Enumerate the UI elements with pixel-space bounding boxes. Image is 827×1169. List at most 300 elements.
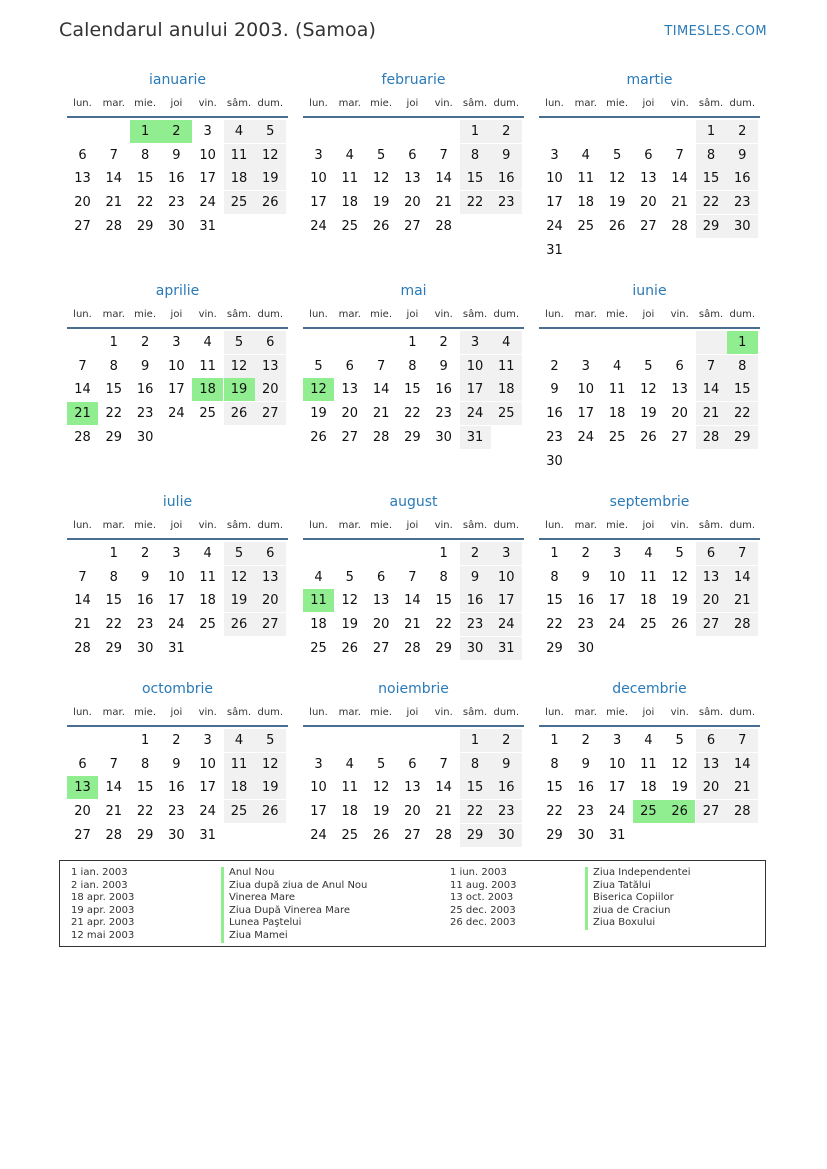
day-cell: 11 bbox=[608, 382, 626, 398]
day-cell: 8 bbox=[550, 756, 559, 772]
weekday-label: dum. bbox=[257, 309, 284, 320]
month-title: august bbox=[389, 494, 438, 510]
day-cell: 2 bbox=[581, 546, 590, 561]
day-cell: 28 bbox=[74, 640, 91, 656]
day-cell: 3 bbox=[203, 124, 212, 139]
day-cell: 24 bbox=[310, 218, 327, 234]
legend-holiday-name: Lunea Paştelui bbox=[221, 917, 367, 930]
legend-left-names bbox=[221, 867, 367, 943]
holiday-day-cell: 19 bbox=[224, 378, 255, 401]
day-cell: 11 bbox=[577, 171, 595, 187]
day-cell: 22 bbox=[435, 617, 452, 633]
day-cell: 24 bbox=[608, 617, 626, 633]
day-cell: 8 bbox=[460, 753, 491, 776]
day-cell: 1 bbox=[460, 729, 491, 752]
day-cell: 17 bbox=[310, 195, 327, 211]
day-cell: 26 bbox=[372, 218, 390, 234]
day-cell: 17 bbox=[460, 378, 491, 401]
day-cell: 18 bbox=[199, 593, 216, 609]
day-cell: 15 bbox=[460, 167, 491, 190]
day-cell: 12 bbox=[224, 566, 255, 589]
day-cell: 10 bbox=[577, 382, 595, 398]
day-cell: 15 bbox=[460, 776, 491, 799]
day-cell: 20 bbox=[341, 406, 359, 422]
day-cell: 31 bbox=[168, 640, 185, 656]
day-cell: 5 bbox=[255, 729, 286, 752]
day-cell: 23 bbox=[435, 406, 452, 422]
day-cell: 27 bbox=[640, 218, 657, 234]
day-cell: 17 bbox=[168, 593, 185, 609]
day-cell: 13 bbox=[74, 171, 91, 187]
day-cell: 23 bbox=[168, 804, 185, 820]
day-cell: 26 bbox=[341, 640, 359, 656]
day-cell: 25 bbox=[224, 191, 255, 214]
day-cell: 9 bbox=[439, 358, 448, 374]
brand-link[interactable]: TIMESLES.COM bbox=[664, 24, 767, 39]
day-cell: 29 bbox=[435, 640, 452, 656]
day-cell: 17 bbox=[199, 780, 216, 796]
legend-holiday-name: Ziua După Vinerea Mare bbox=[221, 905, 367, 918]
day-cell: 25 bbox=[310, 640, 327, 656]
weekday-label: mar. bbox=[102, 98, 125, 109]
legend-holiday-date: 12 mai 2003 bbox=[71, 929, 135, 941]
day-cell: 15 bbox=[546, 593, 563, 609]
day-cell: 12 bbox=[671, 756, 688, 772]
day-cell: 16 bbox=[491, 776, 522, 799]
day-cell: 21 bbox=[435, 804, 452, 820]
day-cell: 27 bbox=[671, 429, 688, 445]
day-cell: 5 bbox=[612, 147, 622, 163]
weekday-label: dum. bbox=[257, 520, 284, 531]
day-cell: 12 bbox=[224, 355, 255, 378]
day-cell: 17 bbox=[546, 195, 563, 211]
day-cell: 5 bbox=[376, 756, 386, 772]
day-cell: 9 bbox=[727, 144, 758, 167]
weekday-label: joi bbox=[406, 520, 419, 531]
day-cell: 19 bbox=[255, 167, 286, 190]
weekday-label: vin. bbox=[198, 309, 217, 320]
day-cell: 14 bbox=[696, 378, 727, 401]
day-cell: 8 bbox=[727, 355, 758, 378]
day-cell: 3 bbox=[550, 147, 559, 163]
weekday-label: mie. bbox=[134, 707, 157, 718]
month-title: octombrie bbox=[141, 681, 214, 697]
weekday-label: joi bbox=[170, 707, 183, 718]
day-cell: 9 bbox=[581, 569, 590, 585]
legend-holiday-name: Biserica Copiilor bbox=[585, 892, 691, 905]
day-cell: 5 bbox=[255, 120, 286, 143]
weekday-label: mie. bbox=[606, 520, 629, 531]
weekday-label: lun. bbox=[309, 707, 328, 718]
day-cell: 26 bbox=[255, 191, 286, 214]
day-cell: 4 bbox=[612, 358, 622, 374]
holiday-day-cell: 1 bbox=[130, 120, 161, 143]
day-cell: 27 bbox=[372, 640, 390, 656]
day-cell: 12 bbox=[671, 569, 688, 585]
weekday-label: vin. bbox=[434, 520, 453, 531]
weekday-label: sâm. bbox=[462, 98, 488, 109]
day-cell: 27 bbox=[404, 218, 421, 234]
weekday-label: mar. bbox=[574, 520, 597, 531]
day-cell: 19 bbox=[671, 780, 688, 796]
day-cell: 15 bbox=[136, 171, 154, 187]
day-cell: 22 bbox=[460, 191, 491, 214]
day-cell: 3 bbox=[612, 546, 622, 561]
weekday-label: lun. bbox=[309, 520, 328, 531]
day-cell: 16 bbox=[168, 171, 185, 187]
day-cell: 20 bbox=[696, 776, 727, 799]
day-cell: 2 bbox=[727, 120, 758, 143]
day-cell: 22 bbox=[105, 406, 123, 422]
day-cell: 5 bbox=[644, 358, 653, 374]
day-cell: 11 bbox=[199, 358, 216, 374]
legend-holiday-date: 21 apr. 2003 bbox=[71, 917, 135, 929]
weekday-label: mar. bbox=[338, 520, 361, 531]
month-header-rule bbox=[303, 116, 524, 118]
day-cell: 9 bbox=[491, 753, 522, 776]
day-cell: 11 bbox=[640, 569, 657, 585]
month-header-rule bbox=[539, 725, 760, 727]
day-cell: 20 bbox=[696, 589, 727, 612]
day-cell: 12 bbox=[341, 593, 359, 609]
day-cell: 21 bbox=[372, 406, 390, 422]
day-cell: 24 bbox=[577, 429, 595, 445]
weekday-label: joi bbox=[642, 707, 655, 718]
day-cell: 8 bbox=[408, 358, 417, 374]
day-cell: 6 bbox=[675, 358, 684, 374]
day-cell: 6 bbox=[255, 542, 286, 565]
day-cell: 11 bbox=[224, 753, 255, 776]
day-cell: 10 bbox=[460, 355, 491, 378]
day-cell: 14 bbox=[74, 593, 91, 609]
day-cell: 3 bbox=[314, 147, 323, 163]
day-cell: 8 bbox=[439, 569, 448, 585]
day-cell: 4 bbox=[644, 546, 653, 561]
legend-holiday-date: 1 ian. 2003 bbox=[71, 867, 128, 878]
weekday-label: mar. bbox=[102, 520, 125, 531]
day-cell: 20 bbox=[671, 406, 688, 422]
weekday-label: joi bbox=[406, 309, 419, 320]
day-cell: 30 bbox=[491, 824, 522, 847]
day-cell: 22 bbox=[727, 402, 758, 425]
day-cell: 3 bbox=[172, 546, 181, 561]
day-cell: 6 bbox=[408, 147, 417, 163]
day-cell: 29 bbox=[696, 215, 727, 238]
weekday-label: mie. bbox=[606, 309, 629, 320]
day-cell: 29 bbox=[546, 827, 563, 843]
legend-left-dates bbox=[71, 867, 134, 943]
day-cell: 28 bbox=[404, 640, 421, 656]
holiday-day-cell: 12 bbox=[303, 378, 334, 401]
day-cell: 18 bbox=[640, 593, 657, 609]
day-cell: 26 bbox=[608, 218, 626, 234]
day-cell: 20 bbox=[640, 195, 657, 211]
day-cell: 26 bbox=[310, 429, 327, 445]
day-cell: 29 bbox=[460, 824, 491, 847]
day-cell: 22 bbox=[136, 195, 154, 211]
day-cell: 7 bbox=[376, 358, 386, 374]
day-cell: 30 bbox=[460, 637, 491, 660]
day-cell: 19 bbox=[372, 804, 390, 820]
weekday-label: mie. bbox=[370, 520, 393, 531]
day-cell: 16 bbox=[727, 167, 758, 190]
weekday-label: sâm. bbox=[698, 309, 724, 320]
month-header-rule bbox=[67, 327, 288, 329]
weekday-label: mie. bbox=[134, 520, 157, 531]
day-cell: 19 bbox=[372, 195, 390, 211]
day-cell: 10 bbox=[168, 569, 185, 585]
day-cell: 15 bbox=[546, 780, 563, 796]
legend-holiday-name: Ziua Independentei bbox=[585, 867, 691, 880]
day-cell: 24 bbox=[199, 804, 216, 820]
day-cell: 17 bbox=[199, 171, 216, 187]
day-cell: 3 bbox=[491, 542, 522, 565]
day-cell: 25 bbox=[199, 617, 216, 633]
day-cell: 16 bbox=[435, 382, 452, 398]
day-cell: 22 bbox=[696, 191, 727, 214]
weekday-label: dum. bbox=[257, 98, 284, 109]
holiday-legend bbox=[59, 860, 766, 947]
day-cell: 18 bbox=[577, 195, 595, 211]
day-cell: 4 bbox=[345, 756, 354, 772]
day-cell: 4 bbox=[203, 335, 212, 350]
weekday-label: vin. bbox=[198, 707, 217, 718]
day-cell: 18 bbox=[341, 195, 359, 211]
day-cell: 27 bbox=[255, 402, 286, 425]
day-cell: 25 bbox=[608, 429, 626, 445]
day-cell: 6 bbox=[408, 756, 417, 772]
day-cell: 15 bbox=[105, 593, 123, 609]
day-cell: 28 bbox=[671, 218, 688, 234]
weekday-label: sâm. bbox=[226, 707, 252, 718]
day-cell: 20 bbox=[74, 195, 91, 211]
weekday-label: joi bbox=[170, 309, 183, 320]
legend-holiday-date: 13 oct. 2003 bbox=[450, 892, 514, 904]
day-cell: 24 bbox=[460, 402, 491, 425]
weekday-label: dum. bbox=[493, 98, 520, 109]
legend-right-names bbox=[585, 867, 691, 930]
day-cell: 21 bbox=[404, 617, 421, 633]
legend-holiday-name: Ziua Boxului bbox=[585, 917, 691, 930]
weekday-label: lun. bbox=[545, 98, 564, 109]
day-cell: 6 bbox=[644, 147, 653, 163]
holiday-day-cell: 1 bbox=[727, 331, 758, 354]
day-cell: 28 bbox=[372, 429, 390, 445]
day-cell: 20 bbox=[74, 804, 91, 820]
day-cell: 6 bbox=[376, 569, 386, 585]
day-cell: 12 bbox=[255, 144, 286, 167]
day-cell: 31 bbox=[460, 426, 491, 449]
month-header-rule bbox=[539, 327, 760, 329]
day-cell: 27 bbox=[255, 613, 286, 636]
day-cell: 21 bbox=[727, 776, 758, 799]
day-cell: 28 bbox=[105, 827, 123, 843]
holiday-day-cell: 11 bbox=[303, 589, 334, 612]
day-cell: 21 bbox=[727, 589, 758, 612]
weekday-label: joi bbox=[406, 98, 419, 109]
day-cell: 20 bbox=[372, 617, 390, 633]
weekday-label: lun. bbox=[73, 309, 92, 320]
day-cell: 16 bbox=[136, 593, 154, 609]
day-cell: 15 bbox=[727, 378, 758, 401]
day-cell: 1 bbox=[696, 120, 727, 143]
day-cell: 31 bbox=[199, 218, 216, 234]
weekday-label: mar. bbox=[338, 707, 361, 718]
weekday-label: mie. bbox=[134, 309, 157, 320]
day-cell: 16 bbox=[168, 780, 185, 796]
day-cell: 7 bbox=[439, 147, 448, 163]
day-cell: 30 bbox=[435, 429, 452, 445]
weekday-label: lun. bbox=[73, 98, 92, 109]
day-cell: 13 bbox=[255, 566, 286, 589]
day-cell: 25 bbox=[224, 800, 255, 823]
day-cell: 16 bbox=[577, 780, 595, 796]
day-cell: 29 bbox=[546, 640, 563, 656]
month-title: iulie bbox=[162, 494, 193, 510]
day-cell: 22 bbox=[546, 617, 563, 633]
day-cell: 13 bbox=[696, 566, 727, 589]
day-cell: 5 bbox=[224, 542, 255, 565]
day-cell: 16 bbox=[491, 167, 522, 190]
day-cell: 10 bbox=[491, 566, 522, 589]
day-cell: 25 bbox=[341, 218, 359, 234]
day-cell: 6 bbox=[696, 542, 727, 565]
month-title: iunie bbox=[632, 283, 667, 299]
day-cell: 6 bbox=[696, 729, 727, 752]
day-cell: 24 bbox=[168, 617, 185, 633]
weekday-label: dum. bbox=[493, 309, 520, 320]
day-cell: 4 bbox=[314, 569, 323, 585]
day-cell: 13 bbox=[640, 171, 657, 187]
legend-holiday-date: 11 aug. 2003 bbox=[450, 879, 517, 891]
day-cell: 14 bbox=[74, 382, 91, 398]
day-cell: 15 bbox=[435, 593, 452, 609]
month-title: septembrie bbox=[609, 494, 690, 510]
day-cell: 7 bbox=[439, 756, 448, 772]
day-cell: 2 bbox=[581, 733, 590, 748]
day-cell: 5 bbox=[345, 569, 354, 585]
day-cell: 9 bbox=[172, 756, 181, 772]
day-cell: 23 bbox=[136, 406, 154, 422]
day-cell: 27 bbox=[74, 218, 91, 234]
day-cell: 16 bbox=[136, 382, 154, 398]
day-cell: 3 bbox=[612, 733, 622, 748]
day-cell: 12 bbox=[255, 753, 286, 776]
day-cell: 1 bbox=[550, 733, 559, 748]
day-cell: 19 bbox=[255, 776, 286, 799]
day-cell: 27 bbox=[696, 613, 727, 636]
day-cell: 26 bbox=[255, 800, 286, 823]
day-cell: 14 bbox=[105, 171, 123, 187]
day-cell: 14 bbox=[671, 171, 688, 187]
day-cell: 1 bbox=[460, 120, 491, 143]
weekday-label: dum. bbox=[729, 707, 756, 718]
weekday-label: sâm. bbox=[226, 309, 252, 320]
weekday-label: dum. bbox=[729, 520, 756, 531]
day-cell: 8 bbox=[140, 756, 150, 772]
day-cell: 14 bbox=[435, 780, 452, 796]
day-cell: 23 bbox=[577, 617, 595, 633]
day-cell: 3 bbox=[314, 756, 323, 772]
day-cell: 9 bbox=[550, 382, 559, 398]
day-cell: 2 bbox=[550, 358, 559, 374]
day-cell: 31 bbox=[608, 827, 626, 843]
day-cell: 10 bbox=[168, 358, 185, 374]
month-header-rule bbox=[303, 327, 524, 329]
month-title: martie bbox=[626, 72, 673, 88]
day-cell: 23 bbox=[460, 613, 491, 636]
month-header-rule bbox=[539, 538, 760, 540]
day-cell: 23 bbox=[491, 800, 522, 823]
weekday-label: vin. bbox=[670, 309, 689, 320]
day-cell: 21 bbox=[74, 617, 91, 633]
day-cell: 2 bbox=[140, 335, 150, 350]
day-cell: 12 bbox=[640, 382, 657, 398]
day-cell: 10 bbox=[310, 171, 327, 187]
weekday-label: vin. bbox=[670, 98, 689, 109]
day-cell: 3 bbox=[172, 335, 181, 350]
day-cell: 23 bbox=[577, 804, 595, 820]
weekday-label: mar. bbox=[338, 309, 361, 320]
day-cell: 25 bbox=[640, 617, 657, 633]
day-cell: 24 bbox=[199, 195, 216, 211]
weekday-label: joi bbox=[406, 707, 419, 718]
day-cell: 4 bbox=[224, 120, 255, 143]
weekday-label: mie. bbox=[370, 309, 393, 320]
day-cell: 8 bbox=[140, 147, 150, 163]
day-cell: 14 bbox=[435, 171, 452, 187]
day-cell: 20 bbox=[404, 195, 421, 211]
day-cell: 31 bbox=[546, 242, 563, 258]
day-cell: 24 bbox=[168, 406, 185, 422]
day-cell: 3 bbox=[581, 358, 590, 374]
month-header-rule bbox=[67, 725, 288, 727]
day-cell: 11 bbox=[341, 171, 359, 187]
day-cell: 17 bbox=[608, 593, 626, 609]
day-cell: 21 bbox=[696, 402, 727, 425]
month-header-rule bbox=[67, 116, 288, 118]
weekday-label: dum. bbox=[493, 520, 520, 531]
day-cell: 10 bbox=[608, 569, 626, 585]
day-cell: 10 bbox=[199, 756, 216, 772]
day-cell: 2 bbox=[460, 542, 491, 565]
weekday-label: sâm. bbox=[698, 707, 724, 718]
day-cell: 29 bbox=[105, 640, 123, 656]
day-cell: 5 bbox=[376, 147, 386, 163]
weekday-label: vin. bbox=[670, 520, 689, 531]
day-cell: 21 bbox=[435, 195, 452, 211]
day-cell: 23 bbox=[168, 195, 185, 211]
day-cell: 17 bbox=[491, 589, 522, 612]
weekday-label: mie. bbox=[370, 98, 393, 109]
day-cell: 30 bbox=[168, 218, 185, 234]
day-cell: 21 bbox=[671, 195, 688, 211]
day-cell: 28 bbox=[727, 613, 758, 636]
weekday-label: mie. bbox=[606, 707, 629, 718]
day-cell: 8 bbox=[550, 569, 559, 585]
day-cell: 10 bbox=[199, 147, 216, 163]
day-cell: 26 bbox=[640, 429, 657, 445]
day-cell: 24 bbox=[608, 804, 626, 820]
day-cell: 1 bbox=[408, 335, 417, 350]
day-cell: 30 bbox=[546, 453, 563, 469]
day-cell: 7 bbox=[78, 569, 87, 585]
holiday-day-cell: 21 bbox=[67, 402, 98, 425]
day-cell: 6 bbox=[78, 756, 87, 772]
day-cell: 30 bbox=[136, 429, 154, 445]
legend-holiday-date: 26 dec. 2003 bbox=[450, 917, 516, 929]
month-title: decembrie bbox=[612, 681, 687, 697]
